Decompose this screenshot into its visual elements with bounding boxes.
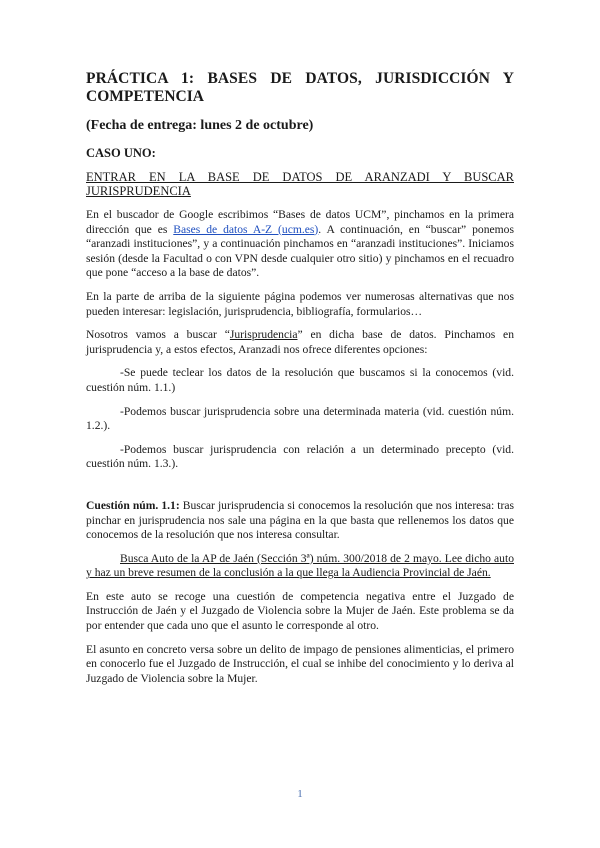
paragraph-search-jurisprudence <box>86 328 514 357</box>
question-1-1 <box>86 499 514 543</box>
question-label: Cuestión núm. 1.1: <box>86 498 180 512</box>
jurisprudencia-term: Jurisprudencia <box>229 328 298 342</box>
option-2: -Podemos buscar jurisprudencia sobre una determinada materia (vid. cuestión núm. 1.2.). <box>86 404 514 433</box>
section-heading-line-2: JURISPRUDENCIA <box>86 184 191 198</box>
paragraph-text: Nosotros vamos a buscar “ <box>86 328 230 342</box>
spacer <box>86 481 514 499</box>
page-number: 1 <box>297 788 303 800</box>
paragraph-text: . A continuación, en “buscar” ponemos “aranzadi instituciones”, y a continuación pinchamos en “aranzadi instituciones”. Iniciamos sesión (desde la Facultad o con VPN desde cualquier otro sitio) y pinchamos en el recuadro que pone “acceso a la base de datos”. <box>86 222 514 280</box>
paragraph-competence: En este auto se recoge una cuestión de competencia negativa entre el Juzgado de Instrucción de Jaén y el Juzgado de Violencia sobre la Mujer de Jaén. Este problema se da por entender que cada uno que el asunto le corresponde al otro. <box>86 589 514 633</box>
section-heading-line-1: ENTRAR EN LA BASE DE DATOS DE ARANZADI Y BUSCAR <box>86 170 514 184</box>
paragraph-text: En el buscador de Google escribimos “Bases de datos UCM”, pinchamos en la primera dirección que es <box>86 208 514 236</box>
option-1: -Se puede teclear los datos de la resolución que buscamos si la conocemos (vid. cuestión núm. 1.1.) <box>86 366 514 394</box>
paragraph-case-subject: El asunto en concreto versa sobre un delito de impago de pensiones alimenticias, el primero en conocerlo fue el Juzgado de Instrucción, el cual se inhibe del conocimiento y lo deriva al Juzgado de Violencia sobre la Mujer. <box>86 642 514 685</box>
case-heading: CASO UNO: <box>86 146 156 160</box>
option-3: -Podemos buscar jurisprudencia con relación a un determinado precepto (vid. cuestión núm. 1.3.). <box>86 442 514 471</box>
question-text: Buscar jurisprudencia si conocemos la resolución que nos interesa: tras pinchar en jurisprudencia nos sale una página en la que basta que rellenemos los datos que conocemos de la resolución que nos interesa consultar. <box>86 498 514 542</box>
due-date-subtitle: (Fecha de entrega: lunes 2 de octubre) <box>86 118 314 133</box>
page-title-line-2: COMPETENCIA <box>86 88 204 105</box>
page-content <box>86 70 514 695</box>
paragraph-text: ” en dicha base de datos. Pinchamos en jurisprudencia y, a estos efectos, Aranzadi nos ofrece diferentes opciones: <box>86 328 514 356</box>
task-instruction: Busca Auto de la AP de Jaén (Sección 3ª) núm. 300/2018 de 2 mayo. Lee dicho auto y haz un breve resumen de la conclusión a la que llega la Audiencia Provincial de Jaén. <box>86 551 514 580</box>
page-title-line-1: PRÁCTICA 1: BASES DE DATOS, JURISDICCIÓN Y <box>86 70 514 87</box>
paragraph-google-search <box>86 208 514 281</box>
bases-de-datos-link[interactable]: Bases de datos A-Z (ucm.es) <box>173 222 319 236</box>
paragraph-alternatives: En la parte de arriba de la siguiente página podemos ver numerosas alternativas que nos pueden interesar: legislación, jurisprudencia, bibliografía, formularios… <box>86 289 514 318</box>
